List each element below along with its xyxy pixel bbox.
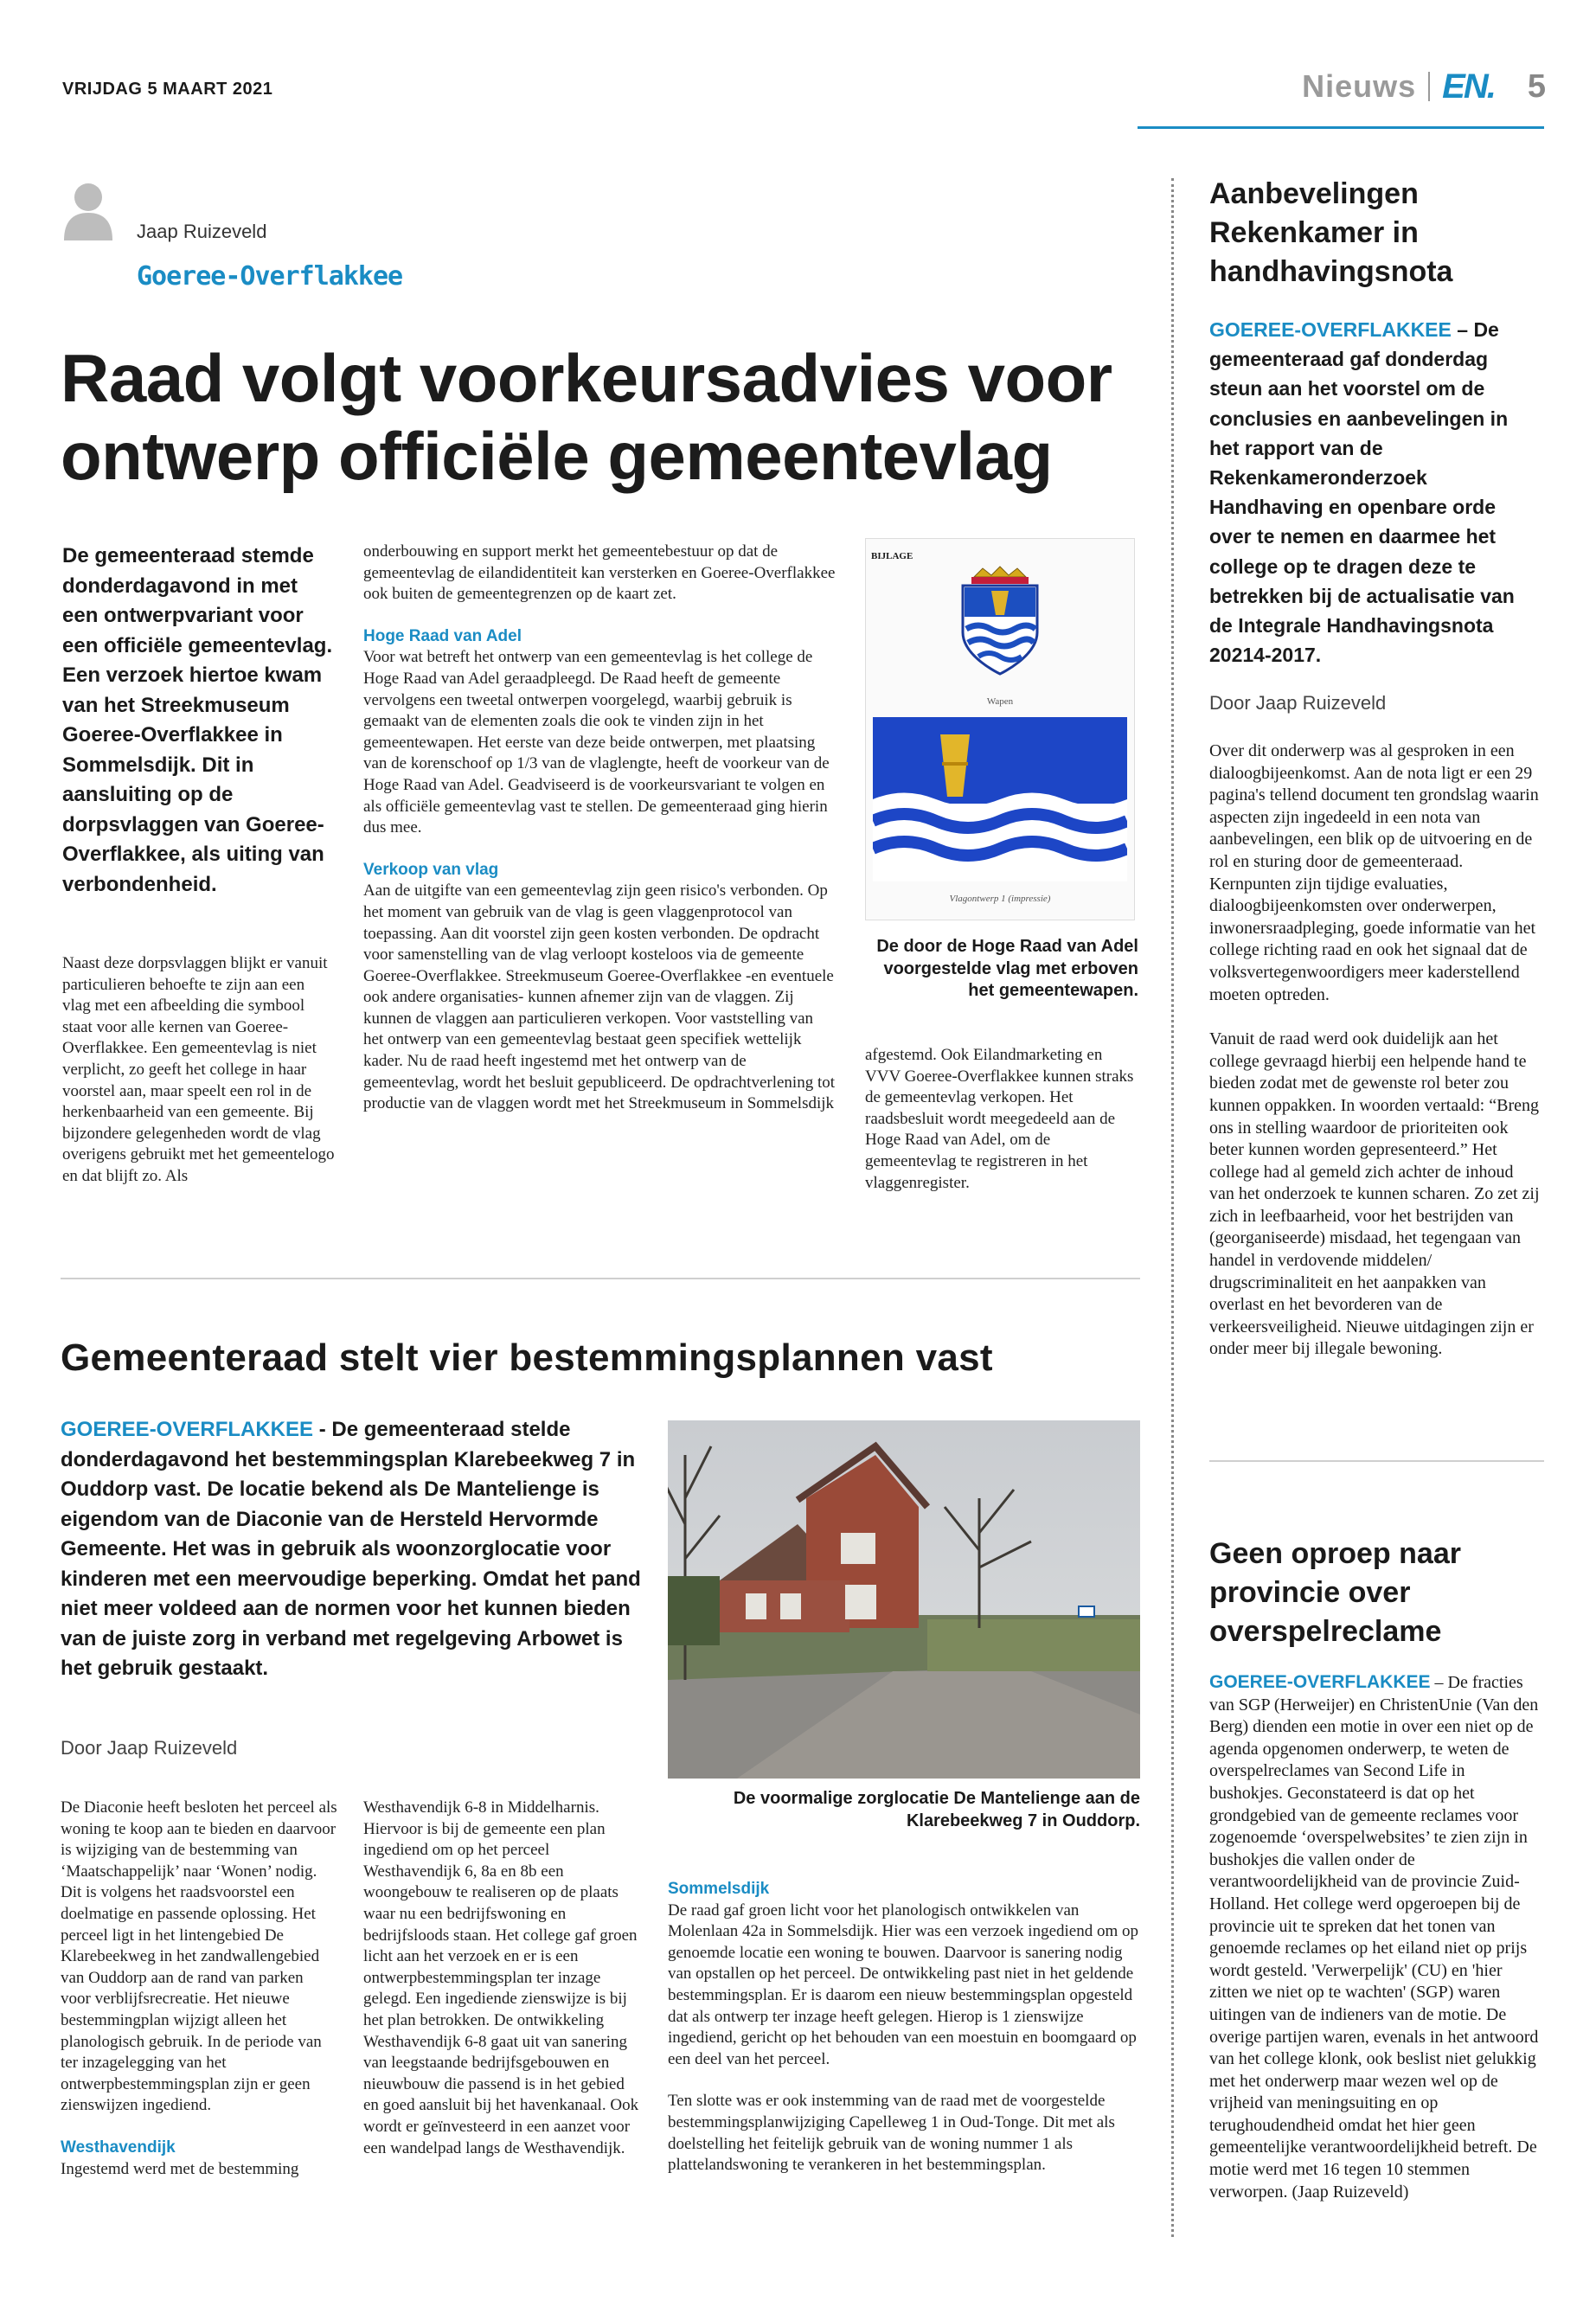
main-headline: Raad volgt voorkeursadvies voor ontwerp officiële gemeentevlag	[61, 340, 1112, 494]
article-body-col3: afgestemd. Ook Eilandmarketing en VVV Goeree-Overflakkee kunnen straks de gemeentevlag verkopen. Het raadsbesluit wordt meegedeeld aan de Hoge Raad van Adel, om de gemeentevlag te registreren in het vlaggenregister.	[865, 1046, 1134, 1192]
paragraph: onderbouwing en support merkt het gemeentebestuur op dat de gemeentevlag de eilandidentiteit kan versterken en Goeree-Overflakkee ook buiten de gemeentegrenzen op de kaart zet.	[363, 542, 836, 604]
header-divider	[1428, 72, 1430, 101]
article-lead: De gemeenteraad stemde donderdagavond in met een ontwerpvariant voor een officiële gemeentevlag. Een verzoek hiertoe kwam van het Streekmuseum Goeree-Overflakkee in Sommelsdijk. Dit in aansluiting op de dorpsvlaggen van Goeree-Overflakkee, als uiting van verbondenheid.	[62, 544, 333, 896]
paragraph: De Diaconie heeft besloten het perceel als woning te koop aan te bieden en daarvoor is wijziging van de bestemming van ‘Maatschappelijk’ naar ‘Wonen’ nodig. Dit is volgens het raadsvoorstel een doelmatige en passende oplossing. Het perceel ligt in het lintengebied De Klarebeekweg in het zandwallengebied van Ouddorp aan de rand van parken voor verblijfsrecreatie. Het nieuwe bestemmingplan wijzigt alleen het planologisch gebruik. In de periode van ter inzagelegging van het ontwerpbestemmingsplan zijn er geen zienswijzen ingediend.	[61, 1798, 337, 2115]
figure-label-wapen: Wapen	[986, 696, 1014, 707]
sidebar2-text: – De fracties van SGP (Herweijer) en ChristenUnie (Van den Berg) dienden een motie in over een niet op de agenda opgenomen onderwerp, te weten de overspelreclames van Second Life in bushokjes. Geconstateerd is dat op het grondgebied van de gemeente reclames voor zogenoemde ‘overspelwebsites’ te zien zijn in bushokjes die vallen onder de verantwoordelijkheid van de provincie Zuid-Holland. Het college werd opgeroepen bij de provincie uit te spreken dat het tonen van genoemde reclames op het eiland niet op prijs wordt gesteld. 'Verwerpelijk' (CU) en 'hier zitten we niet op te wachten' (SGP) waren uitingen van de indieners van de motie. De overige partijen waren, evenals in het antwoord van het college klonk, ook beslist niet gelukkig met het onderwerp maar wezen wel op de vrijheid van meningsuiting en op terughoudendheid omdat het hier geen gemeentelijke verantwoordelijkheid betreft. De motie werd met 16 tegen 10 stemmen verworpen. (Jaap Ruizeveld)	[1209, 1673, 1539, 2202]
region-label: Goeree-Overflakkee	[137, 261, 403, 292]
coat-of-arms-icon	[952, 565, 1048, 677]
flag-design-icon	[873, 717, 1127, 881]
page-header-right	[1302, 66, 1546, 107]
subheading-westhavendijk: Westhavendijk	[61, 2138, 176, 2157]
sidebar2-region: GOEREE-OVERFLAKKEE	[1209, 1672, 1431, 1692]
figure-caption: De door de Hoge Raad van Adel voorgestelde vlag met erboven het gemeentewapen.	[876, 937, 1138, 1000]
article2-col1	[61, 1798, 337, 2180]
paragraph: Ingestemd werd met de bestemming	[61, 2159, 299, 2178]
paragraph: Vanuit de raad werd ook duidelijk aan het college gevraagd hierbij een helpende hand te bieden zodat met de gewenste rol beter zou kunnen oppakken. In woorden vertaald: “Breng ons in stelling waardoor de prioriteiten ook beter kunnen worden gepresenteerd.” Het college had al gemeld zich achter de inhoud van het onderzoek te kunnen scharen. Zo zet zij zich in leefbaarheid, voor het bestrijden van (georganiseerde) misdaad, het tegengaan van handel in verdovende middelen/ drugscriminaliteit en het aanpakken van overlast en het bevorderen van de verkeersveiligheid. Nieuwe uitdagingen zijn er onder meer bij illegale bewoning.	[1209, 1029, 1540, 1359]
sidebar2-body	[1209, 1671, 1540, 2203]
sidebar1-title: Aanbevelingen Rekenkamer in handhavingsnota	[1209, 177, 1453, 288]
author-byline: Jaap Ruizeveld	[137, 221, 267, 242]
article-divider	[61, 1278, 1140, 1279]
article2-headline: Gemeenteraad stelt vier bestemmingsplannen vast	[61, 1336, 993, 1379]
article2-lead-text: - De gemeenteraad stelde donderdagavond het bestemmingsplan Klarebeekweg 7 in Ouddorp vast. De locatie bekend als De Mantelienge is eigendom van de Diaconie van de Hersteld Hervormde Gemeente. Het was in gebruik als woonzorglocatie voor kinderen met een meervoudige beperking. Omdat het pand niet meer voldeed aan de normen voor het kunnen bieden van de juiste zorg in verband met regelgeving Arbowet is het gebruik gestaakt.	[61, 1418, 641, 1680]
flag-figure	[865, 538, 1135, 920]
sidebar1-lead	[1209, 315, 1542, 670]
section-label: Nieuws	[1302, 68, 1417, 104]
article-body-col2	[363, 542, 837, 1115]
subheading-sommelsdijk: Sommelsdijk	[668, 1880, 770, 1898]
article2-lead	[61, 1415, 649, 1684]
article-body-col1: Naast deze dorpsvlaggen blijkt er vanuit particulieren behoefte te zijn aan een vlag met een afbeelding die symbool staat voor alle kernen van Goeree-Overflakkee. Een gemeentevlag is niet verplicht, zo geeft het college in haar voorstel aan, maar speelt een rol in de herkenbaarheid van een gemeente. Bij bijzondere gelegenheden wordt de vlag overigens gebruikt met het gemeentelogo en dat blijft zo. Als	[62, 954, 335, 1185]
sidebar-divider	[1171, 178, 1174, 2237]
article2-col3	[668, 1879, 1140, 2176]
article2-col2: Westhavendijk 6-8 in Middelharnis. Hiervoor is bij de gemeente een plan ingediend om op het perceel Westhavendijk 6, 8a en 8b een woongebouw te realiseren op de plaats waar nu een bedrijfswoning en bedrijfsloods staan. Het college gaf groen licht aan het verzoek en er is een ontwerpbestemmingsplan ter inzage gelegd. Een ingediende zienswijze is bij het plan betrokken. De ontwikkeling Westhavendijk 6-8 gaat uit van sanering van leegstaande bedrijfsgebouwen en nieuwbouw die passend is in het gebied en goed aansluit bij het havenkanaal. Ook wordt er geïnvesteerd in een aanzet voor een wandelpad langs de Westhavendijk.	[363, 1798, 639, 2157]
author-avatar-icon	[62, 180, 114, 240]
figure-label-flag: Vlagontwerp 1 (impressie)	[949, 894, 1051, 904]
paragraph: Ten slotte was er ook instemming van de raad met de voorgestelde bestemmingsplanwijziging Capelleweg 1 in Oud-Tonge. Dit met als doelstelling het feitelijk gebruik van de woning nummer 1 als plattelandswoning te verankeren in het bestemmingsplan.	[668, 2092, 1115, 2175]
house-photo	[668, 1420, 1140, 1779]
subheading-hoge-raad: Hoge Raad van Adel	[363, 626, 522, 645]
newspaper-logo: EN.	[1442, 67, 1495, 106]
sidebar-rule	[1209, 1460, 1544, 1462]
sidebar1-byline: Door Jaap Ruizeveld	[1209, 692, 1387, 714]
subheading-verkoop: Verkoop van vlag	[363, 860, 499, 879]
sidebar1-body	[1209, 740, 1540, 1361]
paragraph: De raad gaf groen licht voor het planologisch ontwikkelen van Molenlaan 42a in Sommelsdijk. Hier was een verzoek ingediend om op genoemde locatie een woning te bouwen. Daarvoor is sanering nodig van opstallen op het perceel. De ontwikkeling past niet in het geldende bestemmingsplan. Er is daarom een nieuw bestemmingsplan opgesteld dat als ontwerp ter inzage heeft gelegen. Hierop is 1 zienswijze ingediend, gericht op het behouden van een moestuin en boomgaard op een deel van het perceel.	[668, 1900, 1139, 2068]
sidebar1-lead-text: – De gemeenteraad gaf donderdag steun aan het voorstel om de conclusies en aanbevelingen in het rapport van de Rekenkameronderzoek Handhaving en openbare orde over te nemen en daarmee het college op te dragen deze te betrekken bij de actualisatie van de Integrale Handhavingsnota 20214-2017.	[1209, 318, 1515, 667]
paragraph: Aan de uitgifte van een gemeentevlag zijn geen risico's verbonden. Op het moment van gebruik van de vlag is geen vlaggenprotocol van toepassing. Aan dit voorstel zijn geen kosten verbonden. De opdracht voor samenstelling van de vlag verloopt kosteloos via de gemeente Goeree-Overflakkee. Streekmuseum Goeree-Overflakkee -en eventuele ook andere organisaties- kunnen afnemer zijn van de vlaggen. Zij kunnen de vlaggen aan particulieren verkopen. Voor vaststelling van het ontwerp van een gemeentevlag bestaat geen specifiek wettelijk kader. Nu de raad heeft ingestemd met het ontwerp van de gemeentevlag, wordt het besluit gepubliceerd. De opdrachtverlening tot productie van de vlaggen wordt met het Streekmuseum in Sommelsdijk	[363, 881, 836, 1113]
paragraph: Over dit onderwerp was al gesproken in een dialoogbijeenkomst. Aan de nota ligt er een 29 pagina's tellend document ten grondslag waarin aspecten zijn ingedeeld in een nota van aanbevelingen, een blik op de uitvoering en de rol en sturing door de gemeenteraad. Kernpunten zijn tijdige evaluaties, dialoogbijeenkomsten over onderwerpen, inwonersraadpleging, goede informatie van het college richting raad en ook het signaal dat de volksvertegenwoordigers meer kaderstellend moeten optreden.	[1209, 741, 1539, 1004]
article2-region: GOEREE-OVERFLAKKEE	[61, 1418, 314, 1441]
header-rule	[1138, 126, 1544, 129]
paragraph: Voor wat betreft het ontwerp van een gemeentevlag is het college de Hoge Raad van Adel geraadpleegd. De Raad heeft de gemeente vervolgens een tweetal ontwerpen voorgelegd, waarbij gebruik is gemaakt van de elementen zoals die ook te vinden zijn in het gemeentewapen. Het eerste van deze beide ontwerpen, met plaatsing van de korenschoof op 1/3 van de vlaglengte, heeft de voorkeur van de Hoge Raad van Adel. Geadviseerd is de voorkeursvariant te volgen en als officiële gemeentevlag vast te stellen. De gemeenteraad ging hierin dus mee.	[363, 648, 830, 837]
sidebar1-region: GOEREE-OVERFLAKKEE	[1209, 318, 1452, 341]
issue-date: VRIJDAG 5 MAART 2021	[62, 80, 273, 99]
photo-caption: De voormalige zorglocatie De Mantelienge aan de Klarebeekweg 7 in Ouddorp.	[733, 1789, 1140, 1830]
figure-label-bijlage: BIJLAGE	[871, 551, 913, 561]
sidebar2-title: Geen oproep naar provincie over overspelreclame	[1209, 1537, 1461, 1648]
article2-byline: Door Jaap Ruizeveld	[61, 1737, 238, 1759]
page-number: 5	[1527, 67, 1546, 105]
